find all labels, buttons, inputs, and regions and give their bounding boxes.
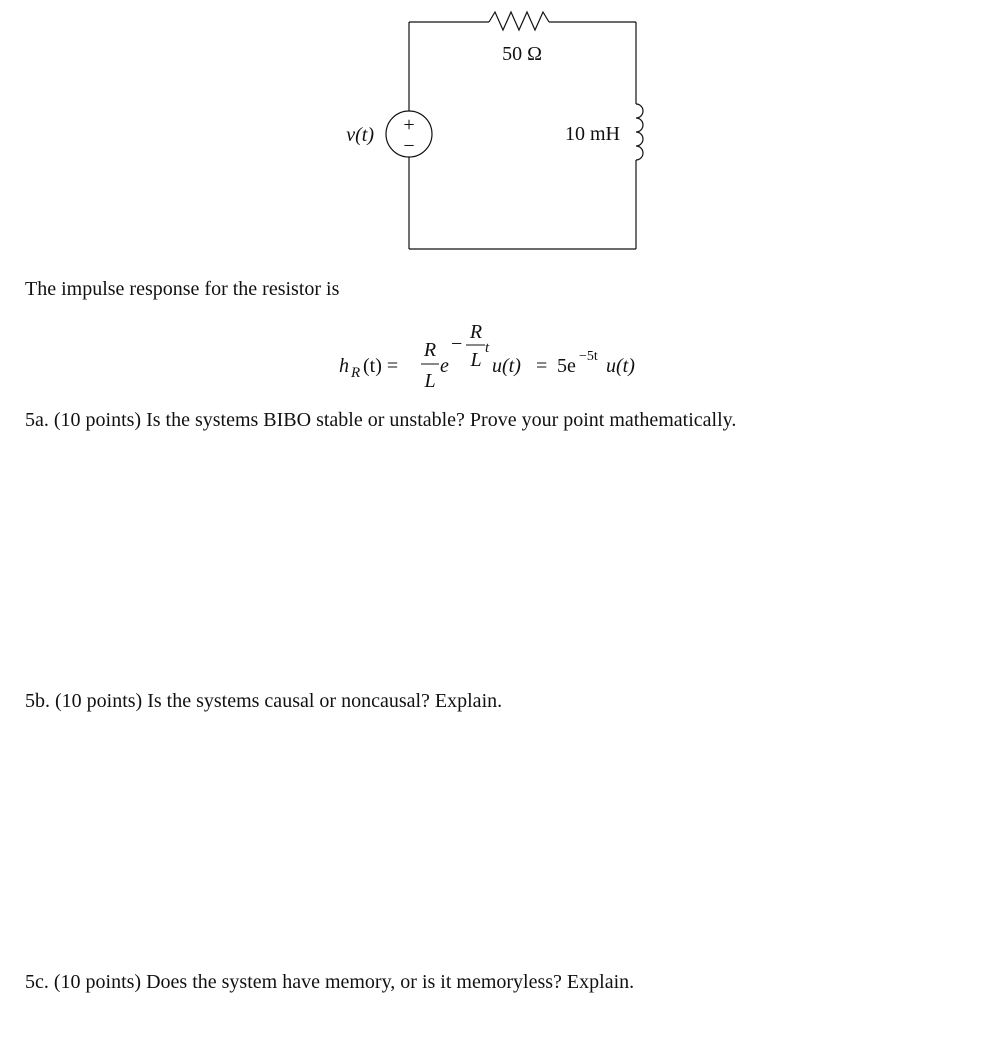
question-5c: 5c. (10 points) Does the system have memory, or is it memoryless? Explain.	[25, 971, 635, 993]
eq-exp-t: t	[485, 340, 490, 356]
resistor-symbol	[489, 12, 549, 30]
eq-frac-num: R	[423, 339, 437, 361]
eq-exp-den: L	[470, 349, 482, 371]
eq-exp-num: R	[469, 321, 483, 343]
question-5a: 5a. (10 points) Is the systems BIBO stable or unstable? Prove your point mathematically.	[25, 409, 737, 431]
circuit-diagram	[0, 0, 982, 262]
inductor-symbol	[636, 104, 643, 160]
eq-equals: =	[536, 355, 548, 377]
intro-text: The impulse response for the resistor is	[25, 278, 340, 300]
resistor-label: 50 Ω	[502, 43, 542, 65]
eq-rhs-exp: −5t	[579, 349, 598, 364]
eq-lhs-h: h	[339, 355, 349, 377]
inductor-label: 10 mH	[565, 123, 620, 145]
source-minus-sign: −	[403, 135, 415, 157]
eq-frac-den: L	[424, 370, 436, 392]
eq-lhs-sub: R	[351, 365, 361, 381]
eq-rhs-u: u(t)	[606, 355, 635, 377]
eq-rhs-coef: 5e	[557, 355, 576, 377]
eq-e: e	[440, 355, 449, 377]
eq-u: u(t)	[492, 355, 521, 377]
impulse-response-equation	[0, 315, 982, 395]
question-5b: 5b. (10 points) Is the systems causal or noncausal? Explain.	[25, 690, 503, 712]
equation-text	[0, 400, 1, 401]
eq-lhs-arg: (t) =	[363, 355, 399, 377]
source-label: v(t)	[346, 124, 374, 146]
eq-exp-minus: −	[451, 333, 463, 355]
source-plus-sign: +	[403, 114, 415, 136]
